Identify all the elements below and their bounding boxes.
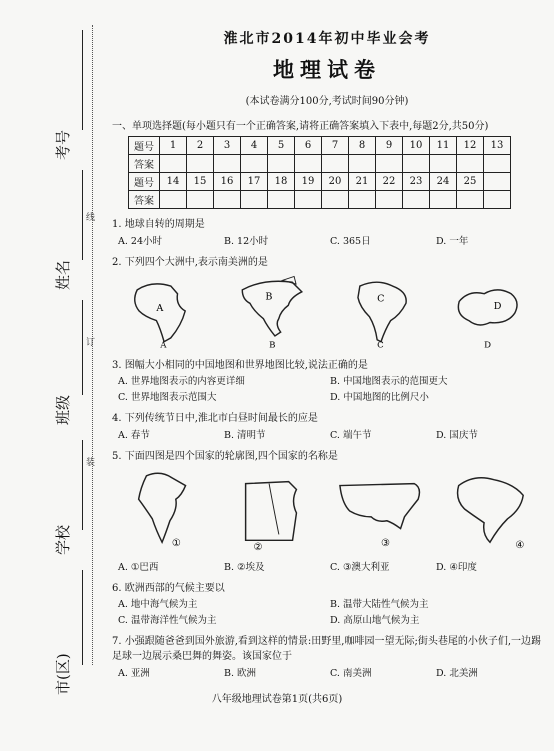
country-label-3: ③ <box>380 538 390 550</box>
option: C. 南美洲 <box>330 668 372 679</box>
option: A. 世界地图表示的内容更详细 <box>118 376 245 387</box>
map-label-a: A <box>156 303 164 314</box>
option: D. ④印度 <box>436 562 477 573</box>
option: C. 365日 <box>330 236 371 247</box>
answer-cell[interactable] <box>295 191 322 209</box>
answer-cell[interactable] <box>430 155 457 173</box>
answer-cell[interactable] <box>322 191 349 209</box>
egypt-map <box>223 466 323 554</box>
seal-mark-ding: 订 <box>86 338 96 348</box>
table-cell: 5 <box>268 137 295 155</box>
south-america-map <box>333 272 429 350</box>
option: D. 北美洲 <box>436 668 478 679</box>
answer-cell[interactable] <box>349 155 376 173</box>
option: B. 欧洲 <box>224 668 257 679</box>
question-7: 7. 小强跟随爸爸到国外旅游,看到这样的情景:田野里,咖啡园一望无际;街头巷尾的小伙子们,一边踢足球一边展示桑巴舞的舞姿。该国家位于 <box>112 636 541 662</box>
option: D. 国庆节 <box>436 430 478 441</box>
answer-cell[interactable] <box>322 155 349 173</box>
answer-cell[interactable] <box>376 191 403 209</box>
option: A. 地中海气候为主 <box>118 599 198 610</box>
row-label: 题号 <box>129 137 160 155</box>
north-america-map <box>225 272 321 350</box>
name-label: 姓名 <box>54 259 72 290</box>
table-cell: 12 <box>457 137 484 155</box>
country-label-4: ④ <box>515 540 525 552</box>
school-label: 学校 <box>54 524 72 555</box>
question-5: 5. 下面四图是四个国家的轮廓图,四个国家的名称是 <box>112 451 338 462</box>
answer-cell[interactable] <box>268 191 295 209</box>
country-label-1: ① <box>171 538 181 550</box>
table-cell: 22 <box>376 173 403 191</box>
option: B. 温带大陆性气候为主 <box>330 599 429 610</box>
answer-cell[interactable] <box>295 155 322 173</box>
name-line <box>82 170 83 260</box>
country-maps <box>112 466 542 556</box>
question-3: 3. 图幅大小相同的中国地图和世界地图比较,说法正确的是 <box>112 360 368 371</box>
option: B. 12小时 <box>224 236 269 247</box>
table-cell: 17 <box>241 173 268 191</box>
answer-cell[interactable] <box>457 191 484 209</box>
table-cell: 8 <box>349 137 376 155</box>
usa-map <box>331 466 431 554</box>
exam-number-line <box>82 30 83 130</box>
option: A. 春节 <box>118 430 150 441</box>
table-row <box>129 191 511 209</box>
india-map <box>116 466 216 554</box>
table-cell: 11 <box>430 137 457 155</box>
question-3-options <box>118 373 542 403</box>
answer-cell[interactable] <box>214 191 241 209</box>
option: B. ②埃及 <box>224 562 265 573</box>
answer-cell[interactable] <box>268 155 295 173</box>
map-label-d: D <box>494 301 502 313</box>
table-row <box>129 155 511 173</box>
option: C. 端午节 <box>330 430 372 441</box>
question-5-options <box>118 559 542 573</box>
exam-body <box>112 18 542 679</box>
subject-title: 地理试卷 <box>273 57 381 82</box>
row-label: 答案 <box>129 191 160 209</box>
exam-title: 淮北市2014年初中毕业会考 <box>223 31 431 47</box>
map-label-b: B <box>265 291 273 303</box>
table-row <box>129 173 511 191</box>
map-caption-c: C <box>376 340 384 350</box>
question-4: 4. 下列传统节日中,淮北市白昼时间最长的应是 <box>112 413 318 424</box>
table-cell: 7 <box>322 137 349 155</box>
seal-mark-xian: 线 <box>86 213 96 223</box>
table-cell: 16 <box>214 173 241 191</box>
table-cell: 18 <box>268 173 295 191</box>
table-cell: 19 <box>295 173 322 191</box>
table-cell: 2 <box>187 137 214 155</box>
table-cell: 1 <box>160 137 187 155</box>
option: B. 中国地图表示的范围更大 <box>330 376 448 387</box>
option: A. 亚洲 <box>118 668 150 679</box>
option: C. 世界地图表示范围大 <box>118 392 217 403</box>
table-cell: 23 <box>403 173 430 191</box>
table-cell: 9 <box>376 137 403 155</box>
row-label: 题号 <box>129 173 160 191</box>
table-cell: 13 <box>484 137 511 155</box>
question-1: 1. 地球自转的周期是 <box>112 219 205 230</box>
table-cell: 4 <box>241 137 268 155</box>
seal-mark-zhuang: 装 <box>86 458 96 468</box>
antarctica-map <box>440 272 536 350</box>
answer-cell[interactable] <box>349 191 376 209</box>
table-cell: 25 <box>457 173 484 191</box>
question-7-options <box>118 665 542 679</box>
question-4-options <box>118 427 542 441</box>
school-line <box>82 440 83 530</box>
option: D. 中国地图的比例尺小 <box>330 392 429 403</box>
exam-number-label: 考号 <box>54 129 72 160</box>
table-cell: 24 <box>430 173 457 191</box>
option: A. 24小时 <box>118 236 162 247</box>
answer-cell[interactable] <box>241 155 268 173</box>
answer-cell[interactable] <box>403 155 430 173</box>
table-cell: 6 <box>295 137 322 155</box>
city-line <box>82 570 83 665</box>
row-label: 答案 <box>129 155 160 173</box>
table-cell <box>484 173 511 191</box>
answer-cell[interactable] <box>187 155 214 173</box>
table-cell: 3 <box>214 137 241 155</box>
table-row <box>129 137 511 155</box>
answer-cell[interactable] <box>241 191 268 209</box>
answer-table <box>128 136 511 209</box>
africa-map <box>118 272 214 350</box>
map-caption-d: D <box>484 340 492 350</box>
question-6: 6. 欧洲西部的气候主要以 <box>112 583 225 594</box>
answer-cell[interactable] <box>376 155 403 173</box>
brazil-map <box>438 466 538 554</box>
answer-cell[interactable] <box>484 155 511 173</box>
answer-cell[interactable] <box>160 191 187 209</box>
answer-cell[interactable] <box>484 191 511 209</box>
answer-cell[interactable] <box>187 191 214 209</box>
country-label-2: ② <box>253 542 263 554</box>
page-footer: 八年级地理试卷第1页(共6页) <box>211 694 343 705</box>
answer-cell[interactable] <box>160 155 187 173</box>
option: A. ①巴西 <box>118 562 159 573</box>
city-district-label: 市(区) <box>54 653 72 695</box>
table-cell: 21 <box>349 173 376 191</box>
answer-cell[interactable] <box>457 155 484 173</box>
table-cell: 20 <box>322 173 349 191</box>
option: C. 温带海洋性气候为主 <box>118 615 217 626</box>
answer-cell[interactable] <box>214 155 241 173</box>
option: D. 高原山地气候为主 <box>330 615 420 626</box>
option: D. 一年 <box>436 236 469 247</box>
map-caption-b: B <box>269 340 276 350</box>
answer-cell[interactable] <box>430 191 457 209</box>
question-2: 2. 下列四个大洲中,表示南美洲的是 <box>112 257 268 268</box>
continent-maps <box>112 272 542 350</box>
section1-title: 一、单项选择题(每小题只有一个正确答案,请将正确答案填入下表中,每题2分,共50分) <box>112 121 489 132</box>
class-label: 班级 <box>54 394 72 425</box>
map-caption-a: A <box>159 340 167 350</box>
binding-margin <box>0 0 100 751</box>
option: B. 清明节 <box>224 430 266 441</box>
table-cell: 10 <box>403 137 430 155</box>
map-label-c: C <box>376 293 385 305</box>
class-line <box>82 300 83 395</box>
option: C. ③澳大利亚 <box>330 562 390 573</box>
exam-note: (本试卷满分100分,考试时间90分钟) <box>245 96 409 107</box>
question-6-options <box>118 596 542 626</box>
answer-cell[interactable] <box>403 191 430 209</box>
table-cell: 14 <box>160 173 187 191</box>
question-1-options <box>118 233 542 247</box>
table-cell: 15 <box>187 173 214 191</box>
